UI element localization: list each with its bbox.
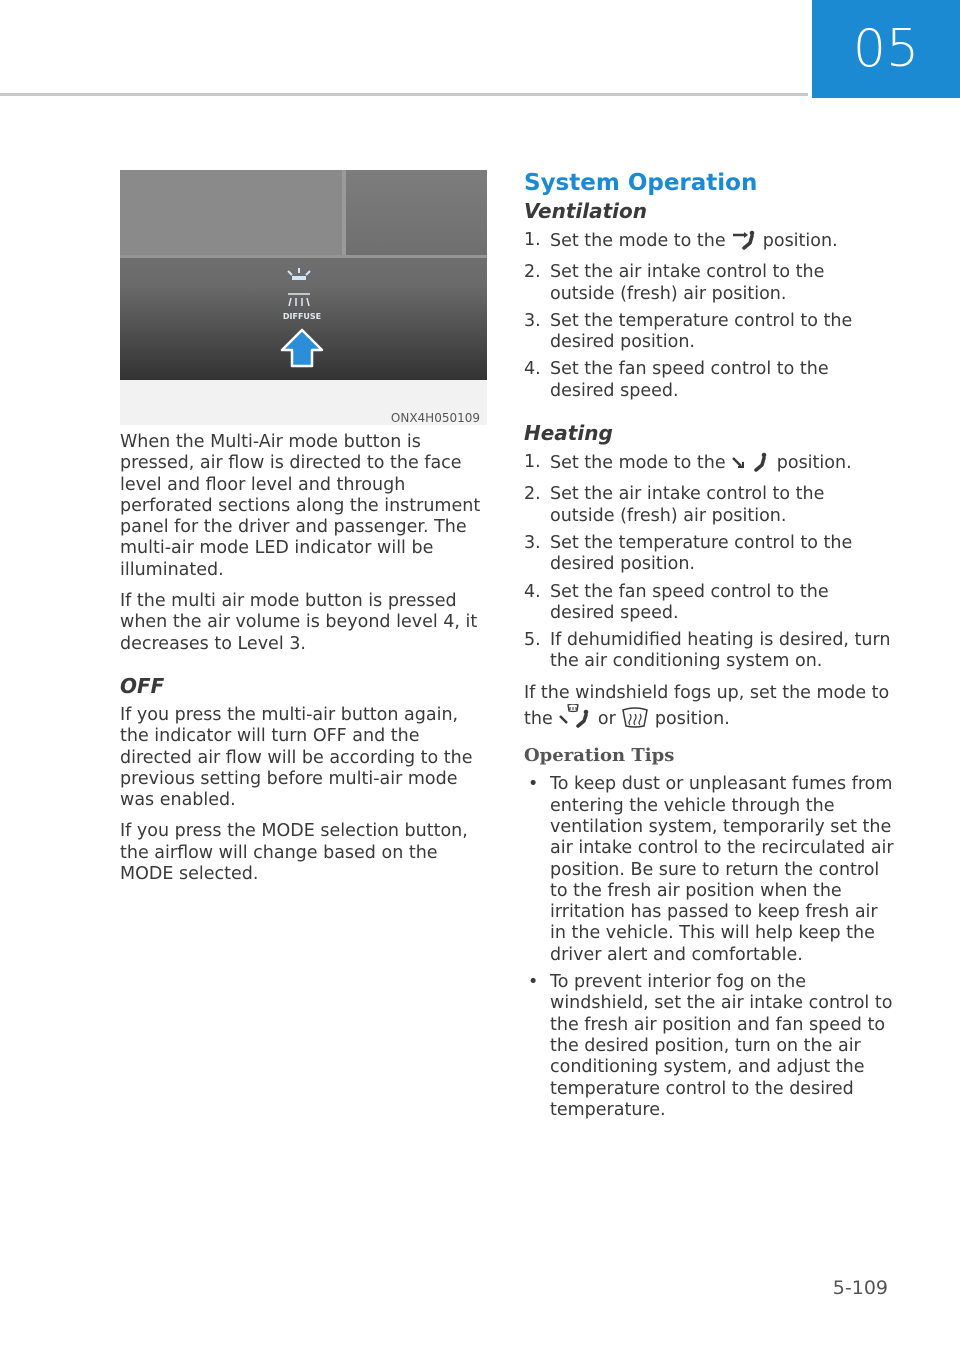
list-item: • To prevent interior fog on the windshield, set the air intake control to the fresh air position and fan speed to the desired position, turn on the air conditioning system, and adjust the temperature control to the desired temperature. (528, 972, 893, 1120)
chapter-tab: 05 (812, 0, 960, 98)
heating-heading: Heating (524, 421, 613, 446)
off-description: If you press the multi-air button again, the indicator will turn OFF and the directed air flow will be according to the previous setting before multi-air mode was enabled. (120, 704, 473, 811)
list-item: 4. Set the fan speed control to the desired speed. (524, 581, 829, 623)
list-item: 2. Set the air intake control to the outside (fresh) air position. (524, 484, 825, 526)
heating-steps (524, 452, 894, 673)
header-rule (0, 93, 808, 96)
list-item: 4. Set the fan speed control to the desired speed. (524, 359, 829, 401)
list-item: 5. If dehumidified heating is desired, turn the air conditioning system on. (524, 630, 891, 672)
operation-tips-heading: Operation Tips (524, 745, 675, 767)
diffuse-label: DIFFUSE (282, 312, 322, 321)
diffuse-button-figure (120, 170, 487, 425)
windshield-fog-note: If the windshield fogs up, set the mode to the or position. (524, 683, 894, 735)
list-item: 1. Set the mode to the position. (524, 452, 894, 478)
list-item: 1. Set the mode to the position. (524, 230, 894, 256)
list-item: 2. Set the air intake control to the outside (fresh) air position. (524, 262, 825, 304)
floor-defrost-mode-icon (558, 704, 592, 734)
ventilation-heading: Ventilation (524, 199, 647, 223)
list-item: 3. Set the temperature control to the desired position. (524, 310, 853, 353)
mode-button-note: If you press the MODE selection button, the airflow will change based on the MODE selected. (120, 821, 468, 885)
operation-tips-list (524, 774, 894, 1121)
defrost-mode-icon (621, 706, 649, 734)
list-item: • To keep dust or unpleasant fumes from entering the vehicle through the ventilation system, temporarily set the air intake control to the recirculated air position. Be sure to return the control to the fresh air position when the irritation has passed to keep fresh air in the vehicle. This will help keep the driver alert and comfortable. (528, 774, 894, 965)
right-column (524, 168, 894, 1131)
off-heading: OFF (120, 673, 165, 698)
multi-air-level-note: If the multi air mode button is pressed when the air volume is beyond level 4, it decreases to Level 3. (120, 591, 478, 654)
face-vent-mode-icon (731, 230, 757, 256)
section-title: System Operation (524, 170, 758, 196)
page-number: 5-109 (832, 1277, 888, 1299)
figure-code: ONX4H050109 (390, 411, 480, 425)
ventilation-steps (524, 230, 894, 402)
list-item: 3. Set the temperature control to the desired position. (524, 532, 853, 575)
floor-vent-mode-icon (731, 452, 771, 478)
multi-air-description: When the Multi-Air mode button is pressed, air flow is directed to the face level and floor level and through perforated sections along the instrument panel for the driver and passenger. The multi-air mode LED indicator will be illuminated. (120, 432, 481, 580)
left-column (120, 432, 485, 895)
